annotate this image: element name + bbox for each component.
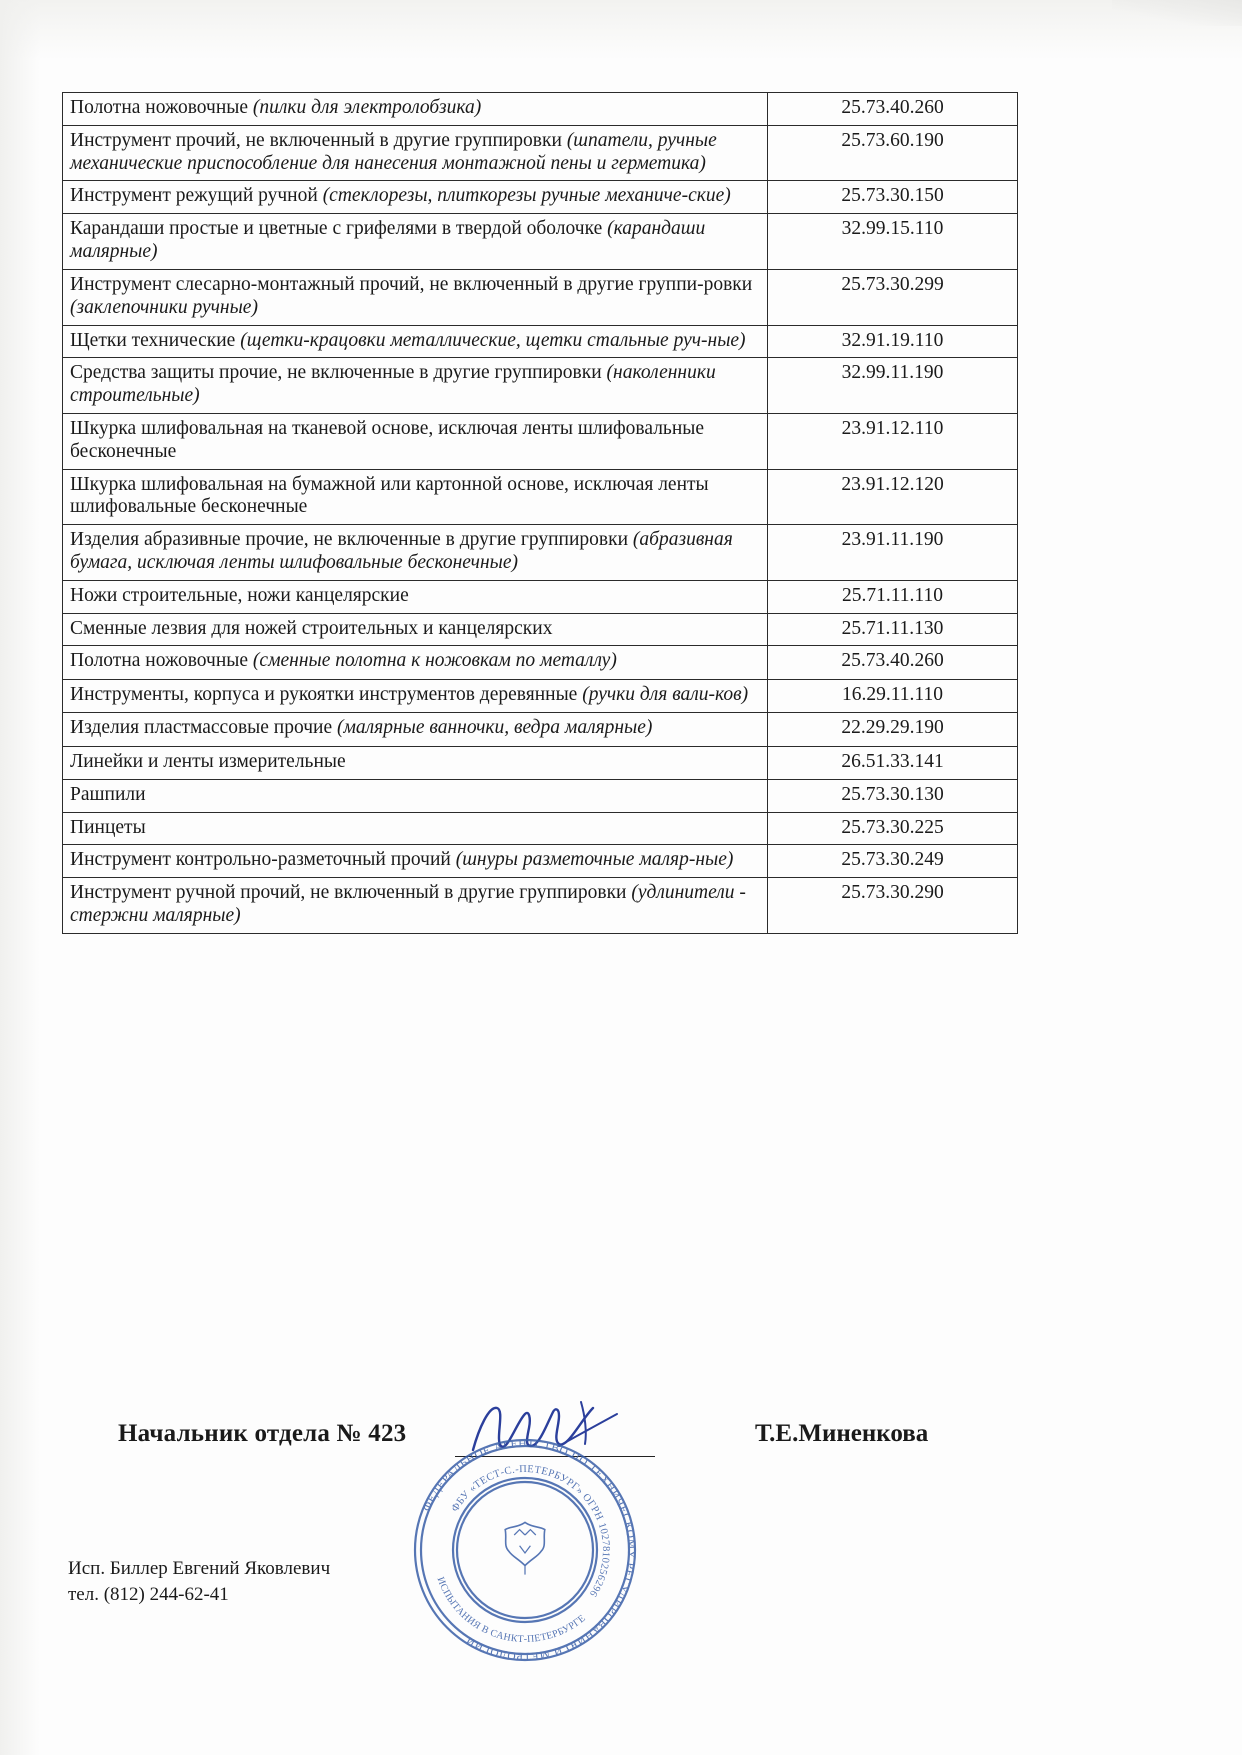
table-row bbox=[63, 713, 1018, 747]
product-name-cell bbox=[63, 413, 768, 469]
product-name-plain: Ножи строительные, ножи канцелярские bbox=[70, 584, 409, 606]
product-code-cell: 25.73.30.150 bbox=[768, 181, 1018, 214]
product-name-cell bbox=[63, 812, 768, 845]
product-code-cell: 25.73.30.299 bbox=[768, 269, 1018, 325]
svg-text:ФЕДЕРАЛЬНОЕ АГЕНТСТВО ПО ТЕХНИ: ФЕДЕРАЛЬНОЕ АГЕНТСТВО ПО ТЕХНИЧЕСКОМУ РЕГУЛИРОВАНИЮ И МЕТРОЛОГИИ bbox=[420, 1437, 638, 1663]
product-code-cell: 25.73.60.190 bbox=[768, 125, 1018, 181]
product-name-cell bbox=[63, 746, 768, 779]
product-name-plain: Полотна ножовочные bbox=[70, 650, 253, 672]
svg-text:ИСПЫТАНИЯ В САНКТ-ПЕТЕРБУРГЕ: ИСПЫТАНИЯ В САНКТ-ПЕТЕРБУРГЕ bbox=[434, 1575, 588, 1646]
table-body bbox=[63, 93, 1018, 934]
product-code-cell: 25.73.30.130 bbox=[768, 779, 1018, 812]
product-name-plain: Инструмент слесарно-монтажный прочий, не включенный в другие группи-ровки bbox=[70, 273, 753, 295]
product-code-cell: 32.91.19.110 bbox=[768, 325, 1018, 358]
product-name-qualifier: (стеклорезы, плиткорезы ручные механиче-ские) bbox=[322, 185, 731, 207]
executor-name: Исп. Биллер Евгений Яковлевич bbox=[68, 1558, 331, 1579]
product-code-cell: 23.91.12.110 bbox=[768, 413, 1018, 469]
product-name-plain: Рашпили bbox=[70, 783, 146, 805]
table-row bbox=[63, 525, 1018, 581]
product-name-cell bbox=[63, 93, 768, 126]
product-code-cell: 25.73.30.249 bbox=[768, 845, 1018, 878]
table-row bbox=[63, 613, 1018, 646]
product-name-cell bbox=[63, 469, 768, 525]
product-name-cell bbox=[63, 325, 768, 358]
product-name-cell bbox=[63, 646, 768, 680]
product-name-qualifier: (удлинители - стержни малярные) bbox=[70, 882, 746, 926]
product-code-cell: 23.91.11.190 bbox=[768, 525, 1018, 581]
table-row bbox=[63, 358, 1018, 414]
product-name-qualifier: (шнуры разметочные маляр-ные) bbox=[455, 849, 734, 871]
product-name-plain: Изделия абразивные прочие, не включенные в другие группировки bbox=[70, 529, 633, 551]
product-name-qualifier: (ручки для вали-ков) bbox=[582, 684, 749, 706]
table-row bbox=[63, 269, 1018, 325]
executor-info bbox=[68, 1556, 330, 1607]
table-row bbox=[63, 646, 1018, 680]
product-name-cell bbox=[63, 713, 768, 747]
product-codes-table bbox=[62, 92, 1018, 934]
table-row bbox=[63, 845, 1018, 878]
product-name-cell bbox=[63, 125, 768, 181]
product-code-cell: 16.29.11.110 bbox=[768, 680, 1018, 713]
product-code-cell: 32.99.11.190 bbox=[768, 358, 1018, 414]
table-row bbox=[63, 325, 1018, 358]
table-row bbox=[63, 580, 1018, 613]
product-name-qualifier: (сменные полотна к ножовкам по металлу) bbox=[252, 650, 617, 672]
product-name-plain: Инструменты, корпуса и рукоятки инструментов деревянные bbox=[70, 684, 583, 706]
product-name-qualifier: (наколенники строительные) bbox=[70, 362, 716, 407]
signatory-title: Начальник отдела № 423 bbox=[118, 1420, 407, 1447]
product-name-plain: Инструмент прочий, не включенный в другие группировки bbox=[70, 129, 567, 151]
product-name-cell bbox=[63, 680, 768, 713]
product-code-cell: 25.73.30.290 bbox=[768, 878, 1018, 934]
scan-shading-top bbox=[0, 0, 1242, 60]
table-row bbox=[63, 746, 1018, 779]
product-name-qualifier: (карандаши малярные) bbox=[70, 218, 706, 263]
table-row bbox=[63, 469, 1018, 525]
product-name-plain: Сменные лезвия для ножей строительных и канцелярских bbox=[70, 617, 553, 639]
product-name-cell bbox=[63, 878, 768, 934]
product-code-cell: 32.99.15.110 bbox=[768, 214, 1018, 270]
product-name-qualifier: (шпатели, ручные механические приспособление для нанесения монтажной пены и герметика) bbox=[70, 129, 717, 174]
product-name-plain: Инструмент контрольно-разметочный прочий bbox=[70, 849, 456, 871]
product-code-cell: 25.73.40.260 bbox=[768, 646, 1018, 680]
product-name-qualifier: (заклепочники ручные) bbox=[70, 296, 258, 318]
product-code-cell: 25.73.30.225 bbox=[768, 812, 1018, 845]
scan-bleed-text bbox=[150, 1195, 155, 1217]
product-code-cell: 25.73.40.260 bbox=[768, 93, 1018, 126]
table-row bbox=[63, 413, 1018, 469]
scan-shading-corner bbox=[1112, 0, 1242, 26]
product-name-plain: Щетки технические bbox=[70, 329, 241, 351]
product-code-cell: 23.91.12.120 bbox=[768, 469, 1018, 525]
product-name-cell bbox=[63, 779, 768, 812]
table-row bbox=[63, 779, 1018, 812]
signatory-name: Т.Е.Миненкова bbox=[755, 1420, 929, 1447]
table-row bbox=[63, 878, 1018, 934]
table-row bbox=[63, 214, 1018, 270]
product-name-cell bbox=[63, 214, 768, 270]
product-name-plain: Пинцеты bbox=[70, 816, 146, 838]
product-code-cell: 22.29.29.190 bbox=[768, 713, 1018, 747]
table-row bbox=[63, 680, 1018, 713]
product-name-cell bbox=[63, 845, 768, 878]
table-row bbox=[63, 93, 1018, 126]
product-name-qualifier: (щетки-крацовки металлические, щетки стальные руч-ные) bbox=[240, 329, 746, 351]
product-name-cell bbox=[63, 525, 768, 581]
executor-phone: тел. (812) 244-62-41 bbox=[68, 1583, 229, 1605]
product-code-cell: 25.71.11.110 bbox=[768, 580, 1018, 613]
product-name-cell bbox=[63, 269, 768, 325]
table-row bbox=[63, 125, 1018, 181]
product-name-plain: Средства защиты прочие, не включенные в другие группировки bbox=[70, 362, 607, 384]
svg-text:ФБУ «ТЕСТ-С.-ПЕТЕРБУРГ» ОГРН 1: ФБУ «ТЕСТ-С.-ПЕТЕРБУРГ» ОГРН 1027810256296 bbox=[449, 1463, 612, 1599]
signature-line bbox=[455, 1456, 655, 1457]
product-name-qualifier: (абразивная бумага, исключая ленты шлифовальные бесконечные) bbox=[70, 529, 733, 573]
product-name-qualifier: (пилки для электролобзика) bbox=[252, 97, 482, 118]
product-name-qualifier: (малярные ванночки, ведра малярные) bbox=[336, 717, 653, 739]
product-name-plain: Шкурка шлифовальная на бумажной или картонной основе, исключая ленты шлифовальные бесконечные bbox=[70, 473, 709, 518]
product-name-plain: Инструмент ручной прочий, не включенный в другие группировки bbox=[70, 882, 632, 904]
product-code-cell: 25.71.11.130 bbox=[768, 613, 1018, 646]
product-name-plain: Изделия пластмассовые прочие bbox=[70, 717, 337, 739]
product-name-cell bbox=[63, 580, 768, 613]
product-name-plain: Линейки и ленты измерительные bbox=[70, 750, 346, 772]
scan-bleed-text bbox=[200, 1145, 205, 1167]
signature-block bbox=[0, 1420, 1242, 1480]
product-name-plain: Инструмент режущий ручной bbox=[70, 185, 323, 207]
table-row bbox=[63, 812, 1018, 845]
table-row bbox=[63, 181, 1018, 214]
handwritten-signature bbox=[455, 1394, 665, 1464]
product-name-plain: Шкурка шлифовальная на тканевой основе, исключая ленты шлифовальные бесконечные bbox=[70, 417, 705, 462]
scan-shading-left bbox=[0, 0, 40, 1755]
product-code-cell: 26.51.33.141 bbox=[768, 746, 1018, 779]
product-name-cell bbox=[63, 613, 768, 646]
product-name-plain: Карандаши простые и цветные с грифелями в твердой оболочке bbox=[70, 218, 608, 240]
product-name-cell bbox=[63, 181, 768, 214]
product-name-cell bbox=[63, 358, 768, 414]
product-name-plain: Полотна ножовочные bbox=[70, 97, 253, 118]
